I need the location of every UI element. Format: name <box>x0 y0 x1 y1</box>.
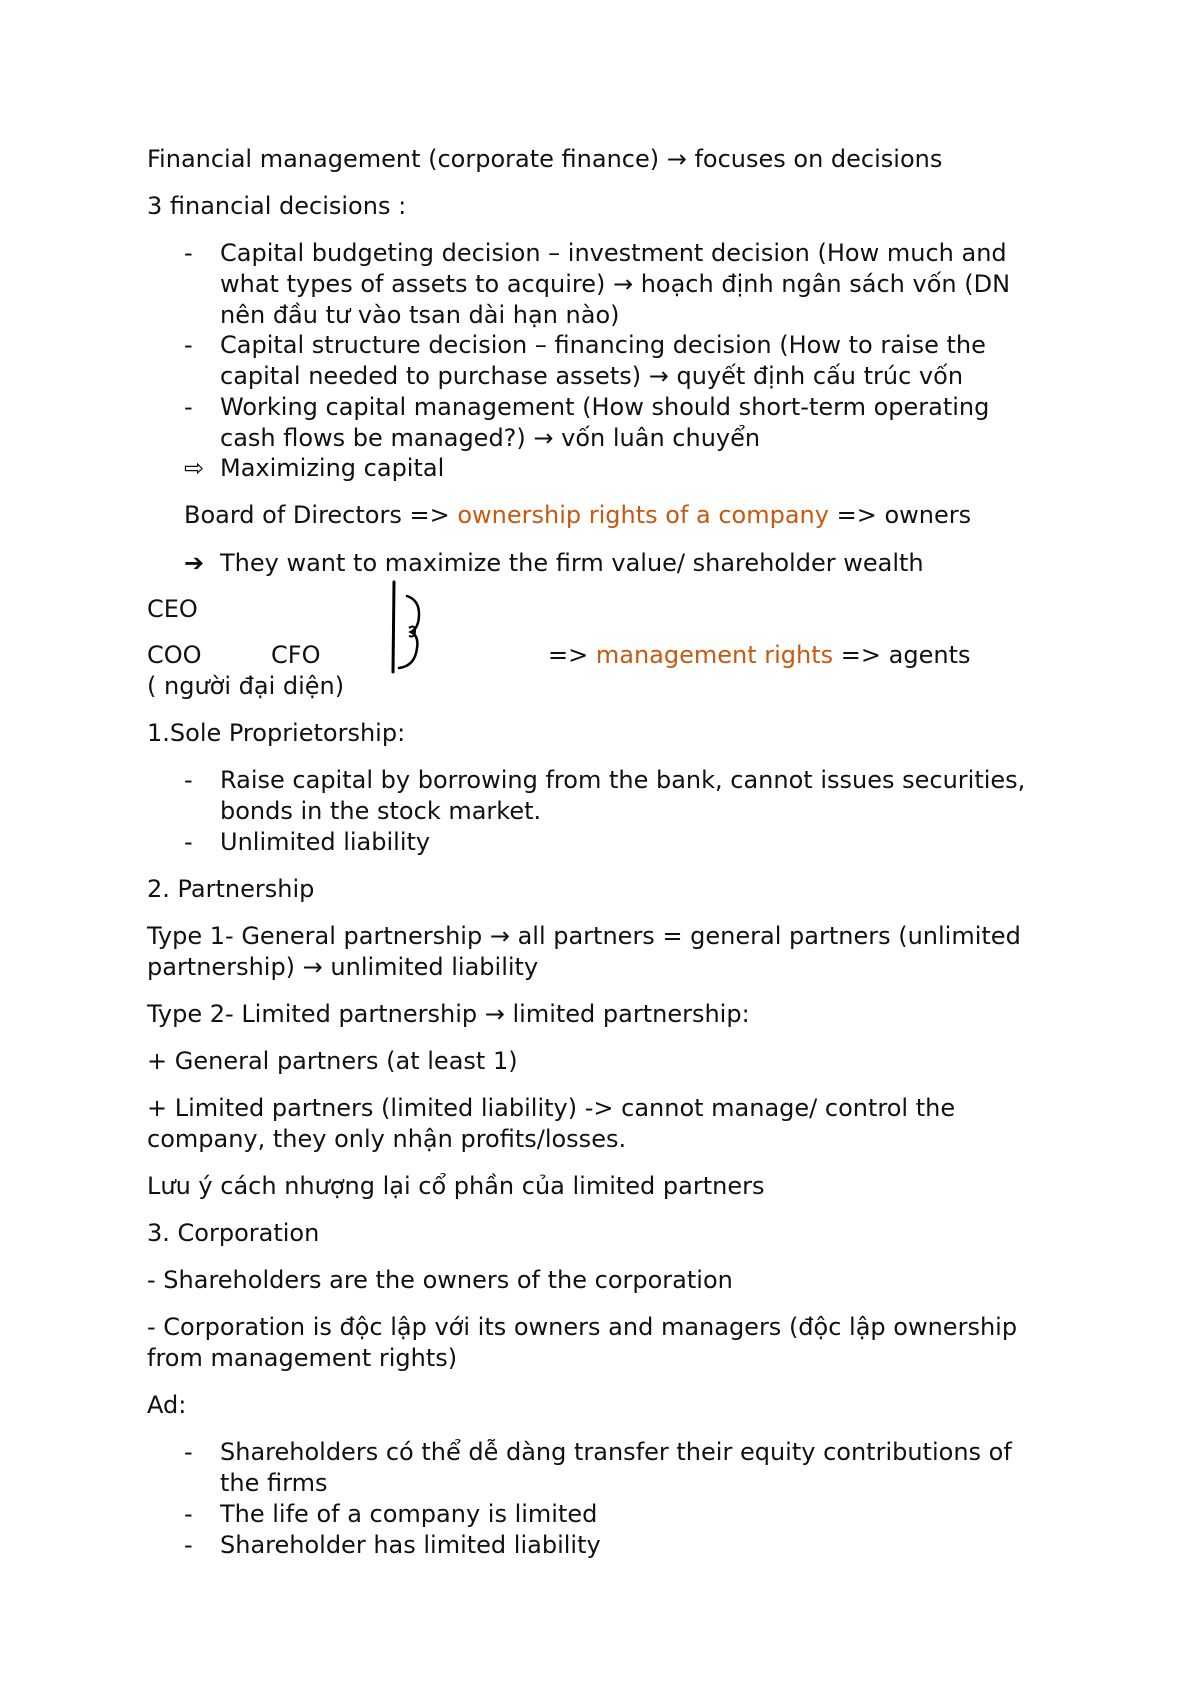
type1-line-cont: partnership) → unlimited liability <box>147 953 539 981</box>
list-item-text: They want to maximize the firm value/ shareholder wealth <box>220 549 924 577</box>
list-item-text: Capital structure decision – financing decision (How to raise the <box>220 331 986 359</box>
type2-line: Type 2- Limited partnership → limited partnership: <box>147 1000 750 1028</box>
list-item-text: Raise capital by borrowing from the bank, cannot issues securities, <box>220 766 1026 794</box>
mgmt-suffix: => agents <box>840 641 971 669</box>
list-item-text: Unlimited liability <box>220 828 431 856</box>
list-item-text: cash flows be managed?) → vốn luân chuyển <box>220 424 761 452</box>
list-item-text: Shareholders có thể dễ dàng transfer their equity contributions of <box>220 1438 1012 1466</box>
mgmt-prefix: => <box>548 641 589 669</box>
limited-partners-line-cont: company, they only nhận profits/losses. <box>147 1125 627 1153</box>
agent-translation: ( người đại diện) <box>147 672 345 700</box>
bod-suffix: => owners <box>836 501 972 529</box>
heading-sole-proprietorship: 1.Sole Proprietorship: <box>147 719 406 747</box>
ceo-label: CEO <box>147 595 198 623</box>
line-financial-management: Financial management (corporate finance) → focuses on decisions <box>147 145 943 173</box>
list-item-text: what types of assets to acquire) → hoạch định ngân sách vốn (DN <box>220 270 1011 298</box>
list-item-text: the firms <box>220 1469 328 1497</box>
cfo-label: CFO <box>271 641 321 669</box>
dash-bullet: - <box>184 1531 193 1559</box>
list-item-text: Capital budgeting decision – investment decision (How much and <box>220 239 1007 267</box>
list-item-text: capital needed to purchase assets) → quyết định cấu trúc vốn <box>220 362 964 390</box>
management-rights-line <box>548 640 970 671</box>
note-line: Lưu ý cách nhượng lại cổ phần của limited partners <box>147 1172 765 1200</box>
corp-line-1: - Shareholders are the owners of the corporation <box>147 1266 733 1294</box>
list-item-text: Maximizing capital <box>220 454 445 482</box>
dash-bullet: - <box>184 393 193 421</box>
heading-corporation: 3. Corporation <box>147 1219 320 1247</box>
dash-bullet: - <box>184 1500 193 1528</box>
corp-line-2-cont: from management rights) <box>147 1344 458 1372</box>
coo-label: COO <box>147 641 202 669</box>
list-item-text: bonds in the stock market. <box>220 797 542 825</box>
list-item-text: Working capital management (How should short-term operating <box>220 393 990 421</box>
advantages-heading: Ad: <box>147 1391 187 1419</box>
hollow-arrow-icon: ⇨ <box>184 454 205 482</box>
list-item-text: nên đầu tư vào tsan dài hạn nào) <box>220 301 620 329</box>
general-partners-line: + General partners (at least 1) <box>147 1047 518 1075</box>
corp-line-2: - Corporation is độc lập với its owners and managers (độc lập ownership <box>147 1313 1018 1341</box>
ownership-rights-highlight: ownership rights of a company <box>457 501 829 529</box>
heading-partnership: 2. Partnership <box>147 875 315 903</box>
board-of-directors-line <box>184 500 971 531</box>
list-item-text: Shareholder has limited liability <box>220 1531 601 1559</box>
bod-prefix: Board of Directors => <box>184 501 450 529</box>
dash-bullet: - <box>184 766 193 794</box>
dash-bullet: - <box>184 1438 193 1466</box>
line-three-decisions: 3 financial decisions : <box>147 192 407 220</box>
bold-arrow-icon: ➔ <box>184 549 205 577</box>
handwritten-brace-icon <box>385 578 445 678</box>
dash-bullet: - <box>184 239 193 267</box>
dash-bullet: - <box>184 331 193 359</box>
list-item-text: The life of a company is limited <box>220 1500 598 1528</box>
limited-partners-line: + Limited partners (limited liability) -> cannot manage/ control the <box>147 1094 956 1122</box>
type1-line: Type 1- General partnership → all partners = general partners (unlimited <box>147 922 1021 950</box>
dash-bullet: - <box>184 828 193 856</box>
management-rights-highlight: management rights <box>595 641 834 669</box>
